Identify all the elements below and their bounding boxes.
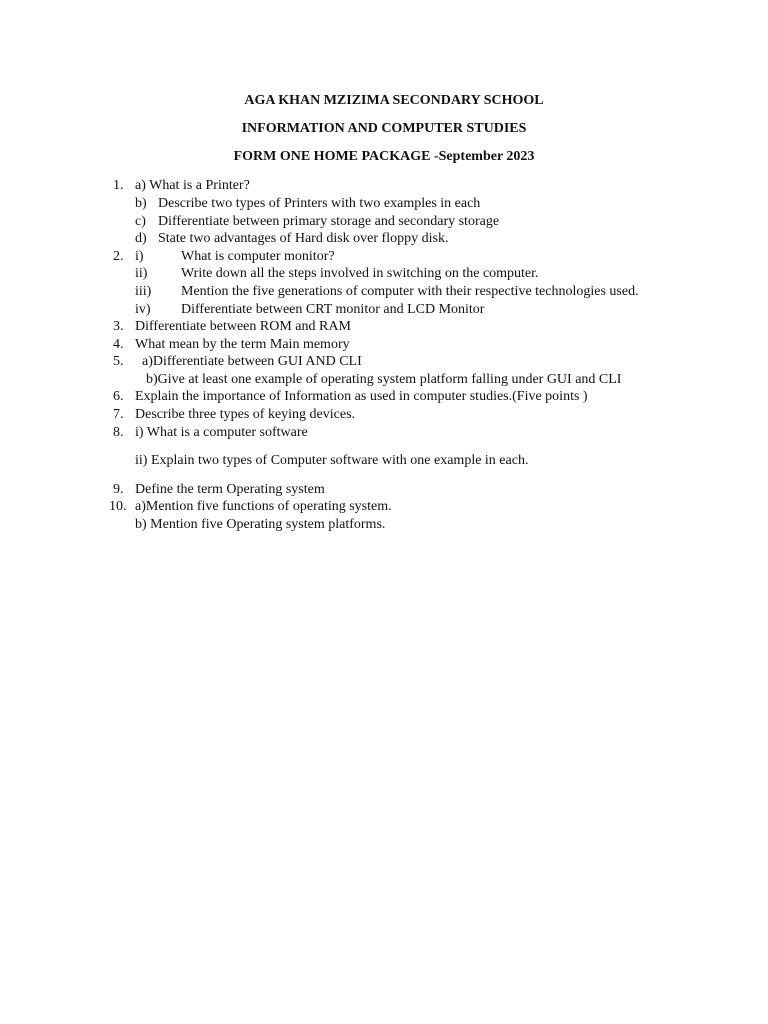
question-text: Define the term Operating system — [135, 482, 325, 497]
sub-label: b) — [135, 196, 147, 211]
question-number: 3. — [113, 319, 124, 334]
subject-title: INFORMATION AND COMPUTER STUDIES — [241, 121, 527, 136]
question-number: 9. — [113, 482, 124, 497]
question-text: b) Mention five Operating system platforms. — [135, 517, 386, 532]
question-text: a)Mention five functions of operating system. — [135, 499, 392, 514]
question-text: b)Give at least one example of operating system platform falling under GUI and CLI — [146, 372, 622, 387]
sub-label: iii) — [135, 284, 152, 299]
question-number: 10. — [109, 499, 127, 514]
question-number: 6. — [113, 389, 124, 404]
question-text: a) What is a Printer? — [135, 178, 250, 193]
sub-label: d) — [135, 231, 147, 246]
question-number: 8. — [113, 425, 124, 440]
question-text: State two advantages of Hard disk over floppy disk. — [158, 231, 449, 246]
sub-label: iv) — [135, 302, 151, 317]
question-text: What is computer monitor? — [181, 249, 335, 264]
question-text: Differentiate between primary storage and secondary storage — [158, 214, 500, 229]
question-text: i) What is a computer software — [135, 425, 308, 440]
question-text: Explain the importance of Information as used in computer studies.(Five points ) — [135, 389, 588, 404]
question-number: 7. — [113, 407, 124, 422]
question-text: Describe three types of keying devices. — [135, 407, 356, 422]
question-text: Mention the five generations of computer with their respective technologies used. — [181, 284, 639, 299]
question-text: ii) Explain two types of Computer software with one example in each. — [135, 453, 529, 468]
sub-label: i) — [135, 249, 144, 264]
question-text: Differentiate between CRT monitor and LCD Monitor — [181, 302, 485, 317]
question-number: 4. — [113, 337, 124, 352]
sub-label: ii) — [135, 266, 148, 281]
question-text: Describe two types of Printers with two examples in each — [158, 196, 481, 211]
school-title: AGA KHAN MZIZIMA SECONDARY SCHOOL — [244, 93, 544, 108]
sub-label: c) — [135, 214, 146, 229]
question-text: What mean by the term Main memory — [135, 337, 350, 352]
question-text: Differentiate between ROM and RAM — [135, 319, 351, 334]
question-number: 1. — [113, 178, 124, 193]
package-title: FORM ONE HOME PACKAGE -September 2023 — [233, 149, 535, 164]
question-number: 2. — [113, 249, 124, 264]
question-text: a)Differentiate between GUI AND CLI — [142, 354, 362, 369]
question-text: Write down all the steps involved in switching on the computer. — [181, 266, 539, 281]
question-number: 5. — [113, 354, 124, 369]
